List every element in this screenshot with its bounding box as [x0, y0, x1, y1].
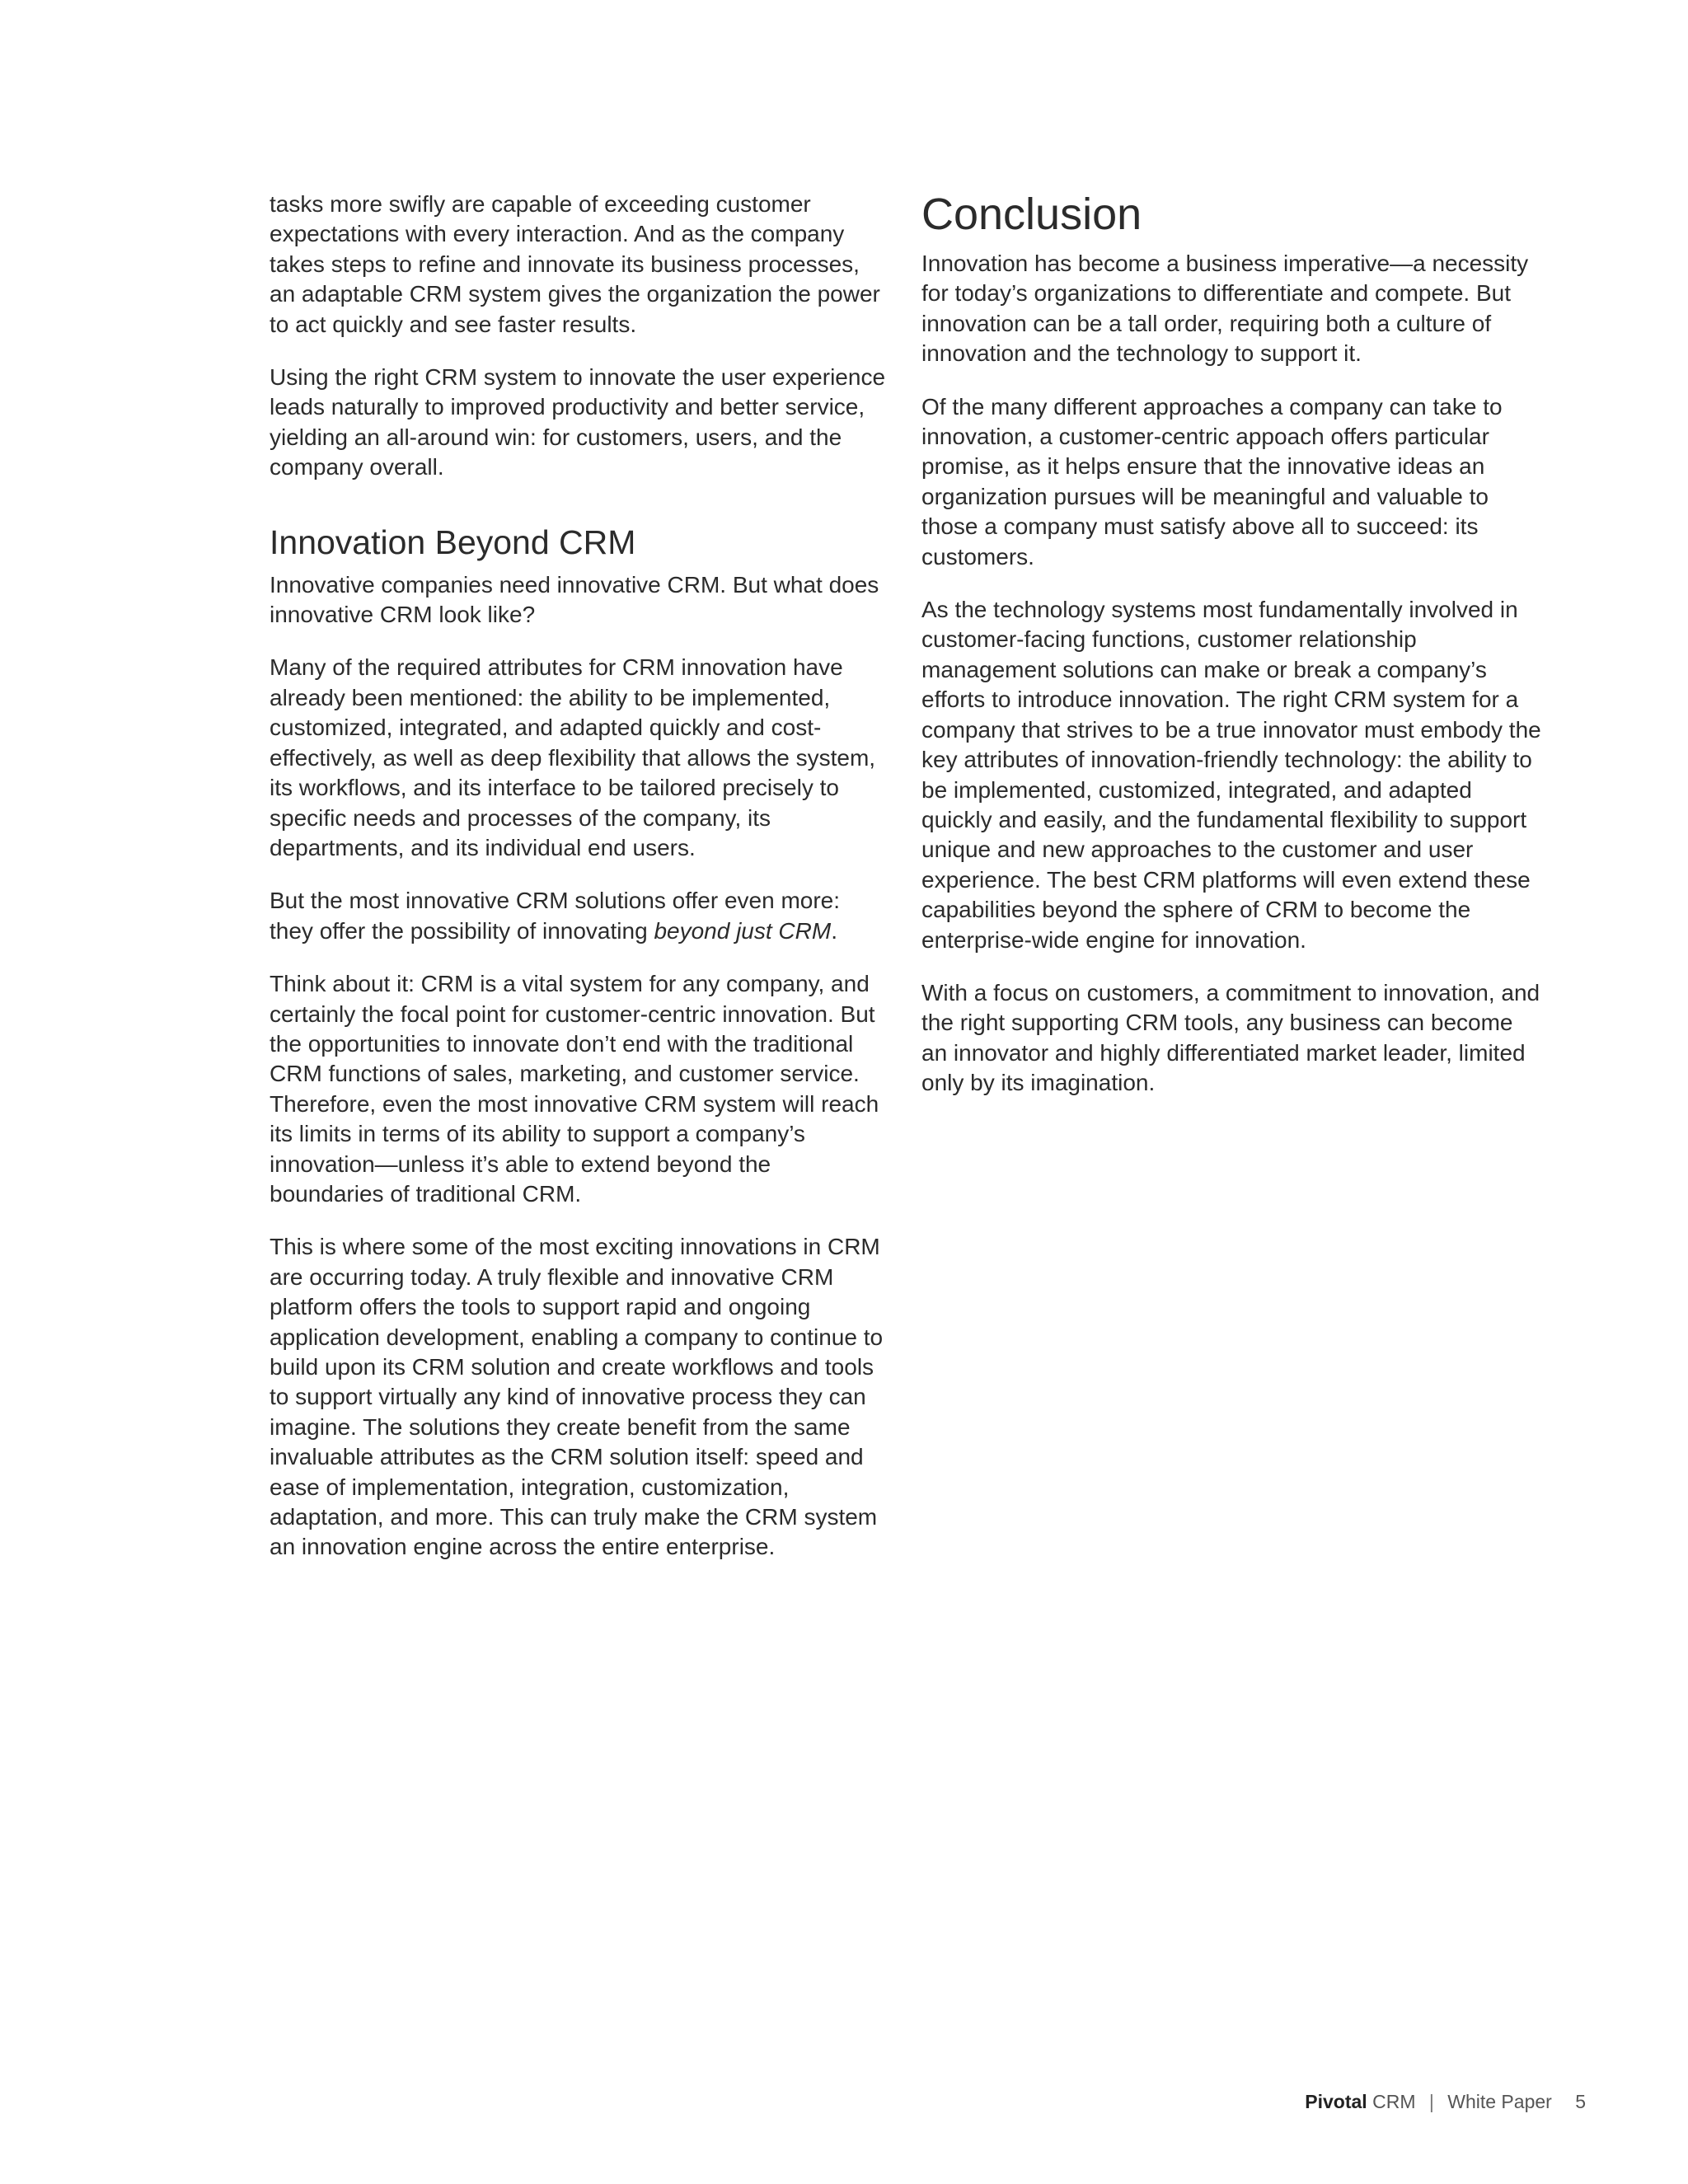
body-paragraph: Innovative companies need innovative CRM. But what does innovative CRM look like? — [270, 571, 879, 628]
emphasis-text: beyond just CRM — [654, 917, 832, 944]
conclusion-heading: Conclusion — [921, 190, 1142, 239]
footer-separator: | — [1428, 2091, 1434, 2112]
body-paragraph: tasks more swifly are capable of exceeding customer expectations with every interaction. And as the company takes steps to refine and innovate its business processes, an adaptable CRM system gives the organization the power to act quickly and see faster results. — [270, 191, 880, 337]
footer-doc-type: White Paper — [1447, 2091, 1552, 2112]
page-number: 5 — [1575, 2091, 1586, 2112]
paragraph-text: But the most innovative CRM solutions offer even more: they offer the possibility of innovating — [270, 888, 841, 944]
section-heading: Innovation Beyond CRM — [270, 523, 636, 561]
footer-brand: Pivotal — [1305, 2091, 1367, 2112]
footer-product: CRM — [1372, 2091, 1416, 2112]
left-column — [270, 190, 889, 1586]
body-paragraph: This is where some of the most exciting innovations in CRM are occurring today. A truly flexible and innovative CRM platform offers the tools to support rapid and ongoing application development, enabling a company to continue to build upon its CRM solution and create workflows and tools to support virtually any kind of innovative process they can imagine. The solutions they create benefit from the same invaluable attributes as the CRM solution itself: speed and ease of implementation, integration, customization, adaptation, and more. This can truly make the CRM system an innovation engine across the entire enterprise. — [270, 1234, 884, 1560]
body-paragraph: Using the right CRM system to innovate the user experience leads naturally to improved productivity and better service, yielding an all-around win: for customers, users, and the company overall. — [270, 364, 886, 480]
body-paragraph — [270, 886, 889, 946]
page-footer — [1305, 2090, 1586, 2113]
body-paragraph: As the technology systems most fundamentally involved in customer-facing functions, customer relationship management solutions can make or break a company’s efforts to introduce innovation. The right CRM system for a company that strives to be a true innovator must embody the key attributes of innovation-friendly technology: the ability to be implemented, customized, integrated, and adapted quickly and easily, and the fundamental flexibility to support unique and new approaches to the customer and user experience. The best CRM platforms will even extend these capabilities beyond the sphere of CRM to become the enterprise-wide engine for innovation. — [921, 597, 1541, 953]
body-paragraph: Innovation has become a business imperative—a necessity for today’s organizations to differentiate and compete. But innovation can be a tall order, requiring both a culture of innovation and the technology to support it. — [921, 251, 1529, 367]
body-paragraph: With a focus on customers, a commitment to innovation, and the right supporting CRM tools, any business can become an innovator and highly differentiated market leader, limited only by its imagination. — [921, 979, 1540, 1096]
right-column — [921, 190, 1541, 1122]
paragraph-end: . — [831, 917, 837, 944]
body-paragraph: Think about it: CRM is a vital system for any company, and certainly the focal point for customer-centric innovation. But the opportunities to innovate don’t end with the traditional CRM functions of sales, marketing, and customer service. Therefore, even the most innovative CRM system will reach its limits in terms of its ability to support a company’s innovation—unless it’s able to extend beyond the boundaries of traditional CRM. — [270, 971, 879, 1207]
body-paragraph: Of the many different approaches a company can take to innovation, a customer-centric appoach offers particular promise, as it helps ensure that the innovative ideas an organization pursues will be meaningful and valuable to those a company must satisfy above all to succeed: its customers. — [921, 393, 1503, 569]
body-paragraph: Many of the required attributes for CRM innovation have already been mentioned: the ability to be implemented, customized, integrated, and adapted quickly and cost-effectively, as well as deep flexibility that allows the system, its workflows, and its interface to be tailored precisely to specific needs and processes of the company, its departments, and its individual end users. — [270, 654, 876, 860]
